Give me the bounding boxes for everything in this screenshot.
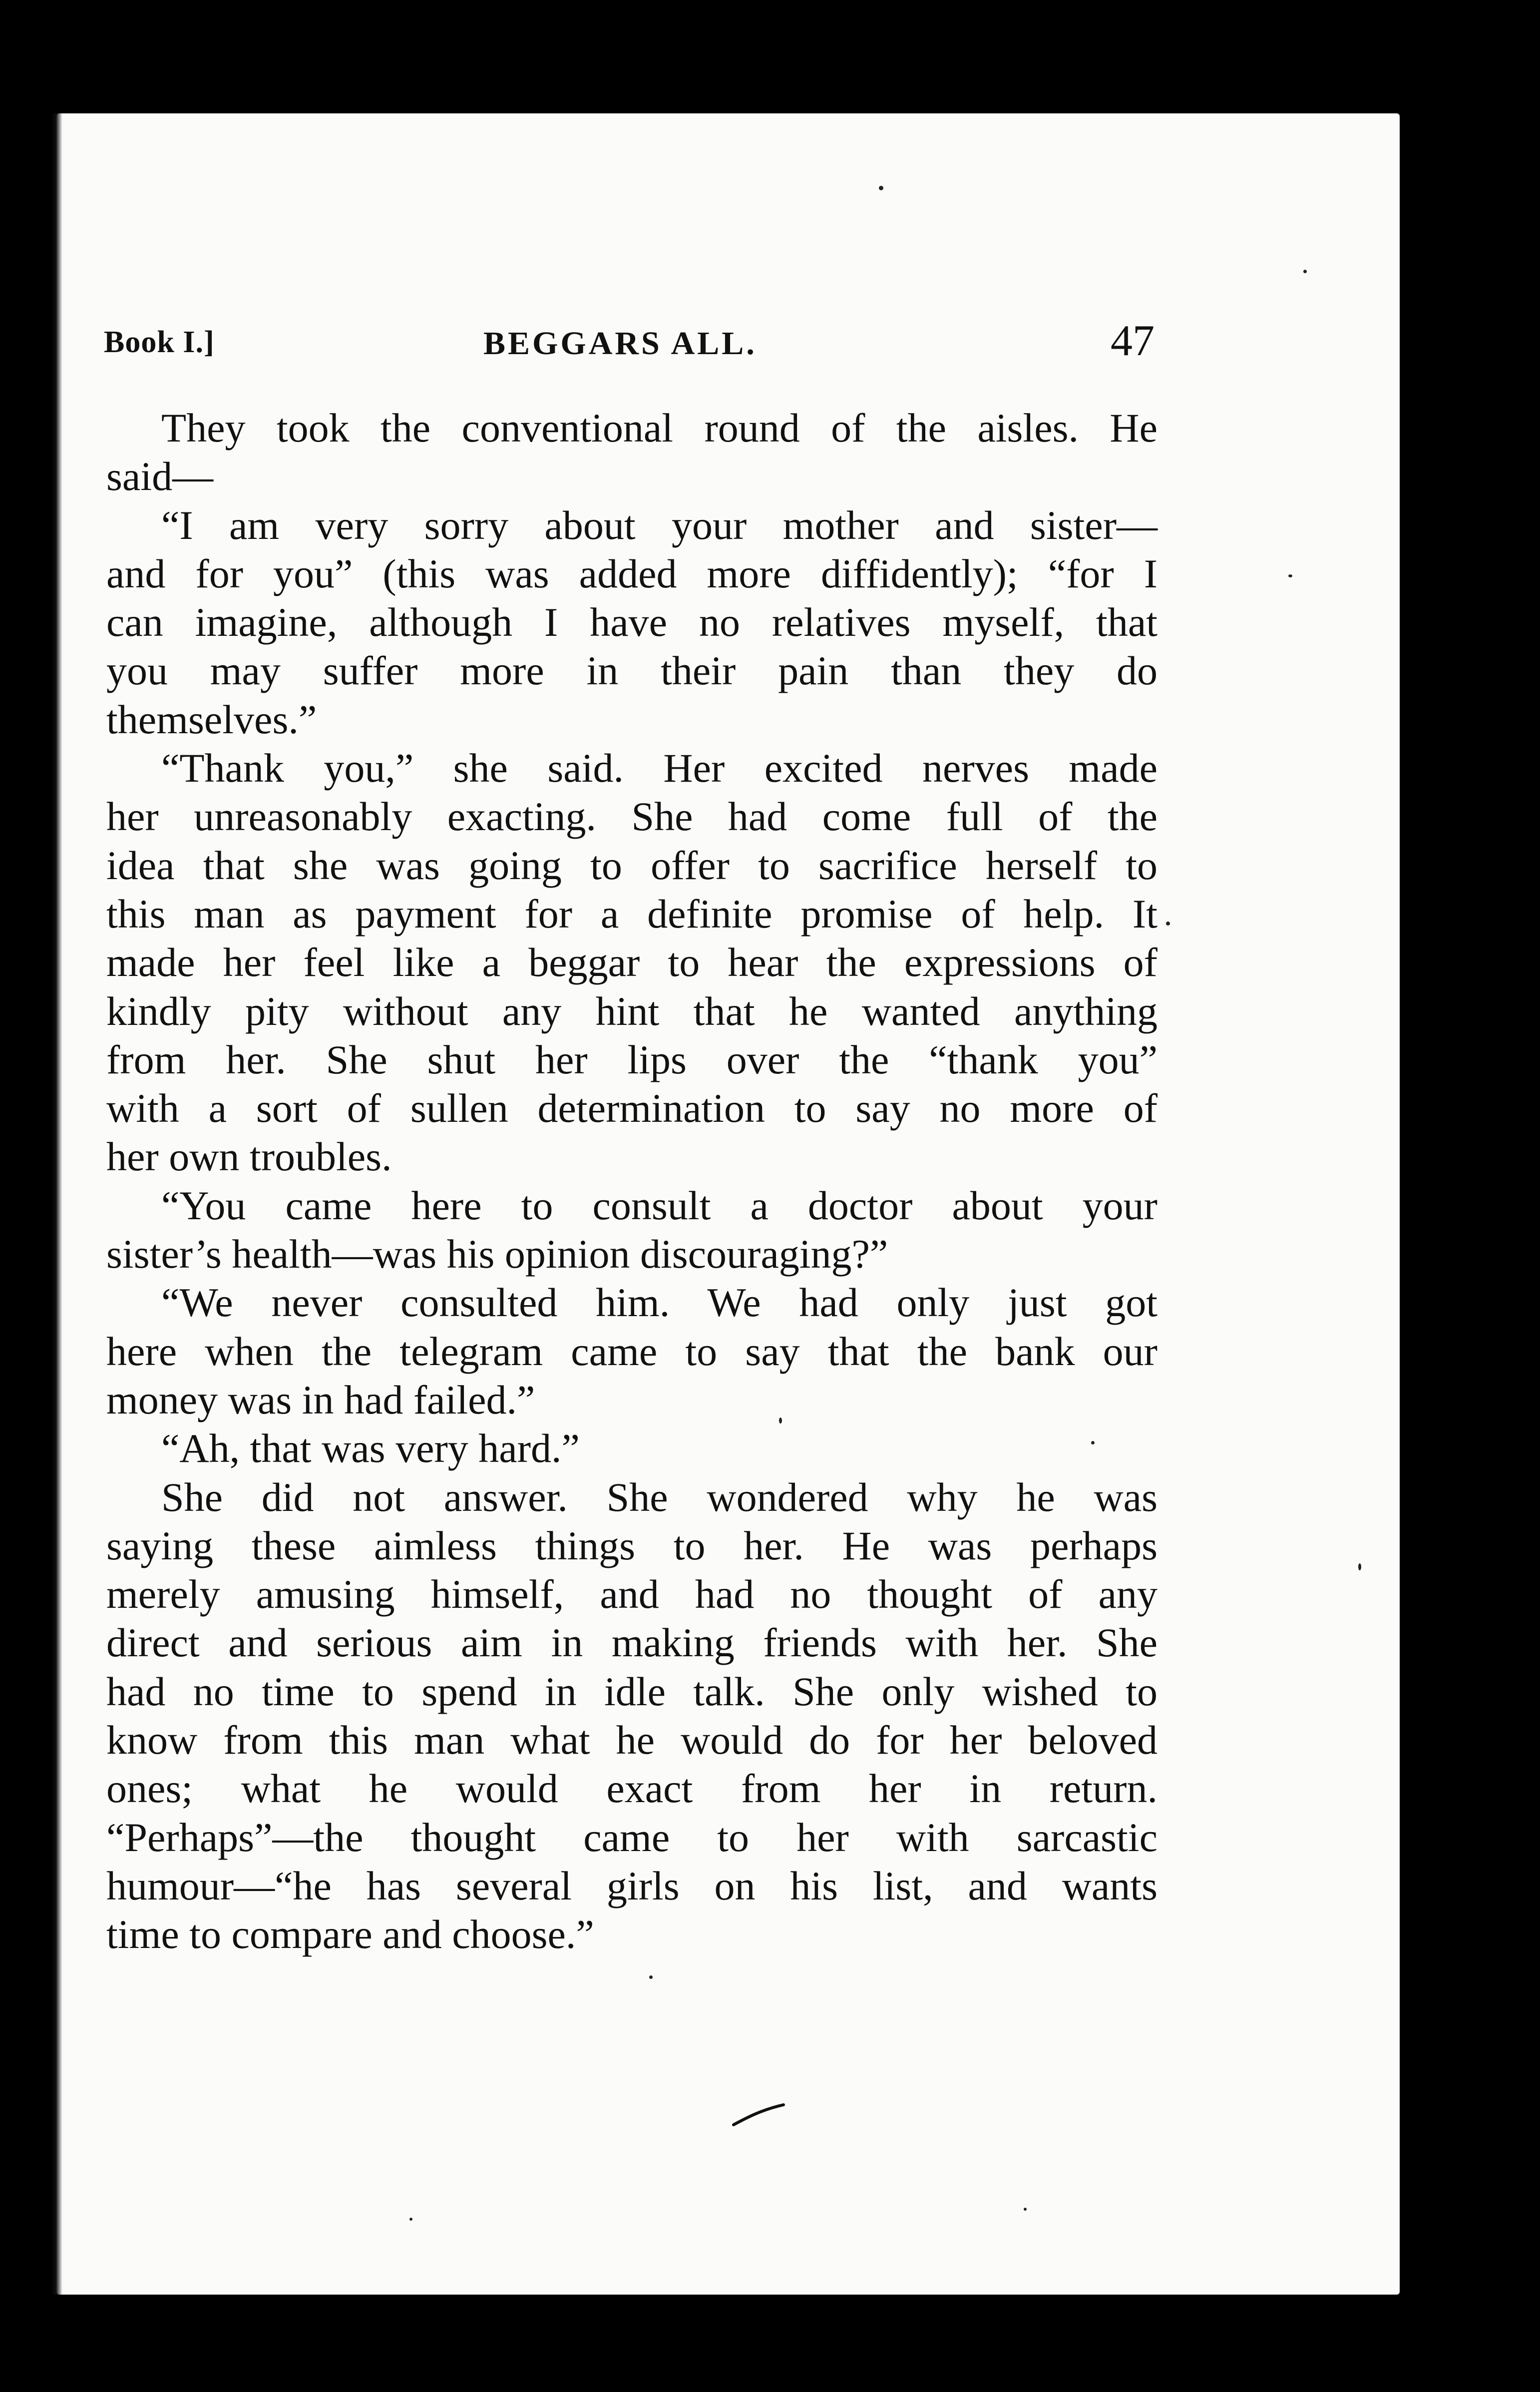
text-line [106,598,1157,646]
text-line-content: know from this man what he would do for her beloved [106,1717,1157,1763]
text-line-content: here when the telegram came to say that the bank our [106,1328,1157,1374]
text-line-content: from her. She shut her lips over the “thank you” [106,1036,1157,1082]
text-line-content: They took the conventional round of the aisles. He [161,405,1157,451]
text-line [106,1570,1157,1618]
speck [1166,922,1170,926]
text-line [106,792,1157,841]
text-line [106,1910,1157,1958]
speck [1091,1441,1095,1444]
text-line-content: sister’s health—was his opinion discouraging?” [106,1231,888,1277]
text-line-content: humour—“he has several girls on his list, and wants [106,1863,1157,1909]
text-line-content: themselves.” [106,696,317,742]
text-line [106,1667,1157,1716]
speck [1358,1563,1361,1570]
text-line [106,744,1157,792]
text-line [106,938,1157,986]
text-line-content: direct and serious aim in making friends with her. She [106,1620,1157,1666]
text-line-content: “You came here to consult a doctor about your [161,1182,1157,1228]
page-number: 47 [1111,317,1155,365]
text-line-content: you may suffer more in their pain than they do [106,648,1157,694]
text-line-content: with a sort of sullen determination to say no more of [106,1085,1157,1131]
text-line [106,1376,1157,1424]
text-line [106,987,1157,1035]
text-line-content: “Ah, that was very hard.” [161,1426,580,1471]
text-line [106,452,1157,500]
text-line-content: can imagine, although I have no relatives myself, that [106,599,1157,645]
speck [1303,270,1307,273]
text-line [106,1521,1157,1570]
text-line [106,646,1157,695]
text-line [106,1132,1157,1181]
text-line [106,1230,1157,1278]
text-line [106,1618,1157,1667]
text-line [106,1813,1157,1862]
text-line [106,695,1157,744]
text-line [106,404,1157,452]
text-line-content: saying these aimless things to her. He was perhaps [106,1522,1157,1568]
text-line-content: kindly pity without any hint that he wanted anything [106,988,1157,1034]
text-line [106,549,1157,598]
text-line [106,1278,1157,1327]
text-line [106,890,1157,938]
text-line [106,1764,1157,1813]
text-line-content: time to compare and choose.” [106,1912,594,1957]
body-text [106,404,1157,1959]
printer-flourish [732,2103,786,2128]
speck [409,2218,412,2221]
text-line [106,1084,1157,1132]
text-line-content: She did not answer. She wondered why he was [161,1474,1157,1520]
text-line [106,1473,1157,1521]
text-line-content: her own troubles. [106,1134,392,1180]
text-line-content: “Perhaps”—the thought came to her with sarcastic [106,1814,1157,1860]
text-line-content: merely amusing himself, and had no thought of any [106,1571,1157,1617]
text-line [106,1716,1157,1764]
text-line-content: money was in had failed.” [106,1377,535,1423]
running-head-book: Book I.] [104,325,215,359]
speck [1288,574,1292,577]
text-line-content: “I am very sorry about your mother and sister— [161,502,1157,548]
running-head-title: BEGGARS ALL. [483,325,757,362]
text-line-content: made her feel like a beggar to hear the expressions of [106,940,1157,985]
text-line-content: her unreasonably exacting. She had come full of the [106,794,1157,840]
speck [649,1975,653,1979]
text-line [106,1181,1157,1230]
text-line-content: idea that she was going to offer to sacrifice herself to [106,842,1157,888]
speck [1024,2208,1027,2211]
text-line-content: this man as payment for a definite promise of help. It [106,891,1157,937]
speck [779,1418,782,1424]
text-line-content: “We never consulted him. We had only just got [161,1280,1157,1326]
text-line [106,841,1157,890]
text-line [106,1424,1157,1472]
text-line [106,1035,1157,1084]
text-line [106,501,1157,549]
text-line [106,1862,1157,1910]
text-line-content: had no time to spend in idle talk. She only wished to [106,1668,1157,1714]
speck [879,186,883,190]
text-line [106,1327,1157,1376]
text-line-content: ones; what he would exact from her in return. [106,1766,1157,1812]
text-line-content: said— [106,454,214,499]
text-line-content: “Thank you,” she said. Her excited nerves made [161,745,1157,791]
text-line-content: and for you” (this was added more diffidently); “for I [106,550,1157,596]
